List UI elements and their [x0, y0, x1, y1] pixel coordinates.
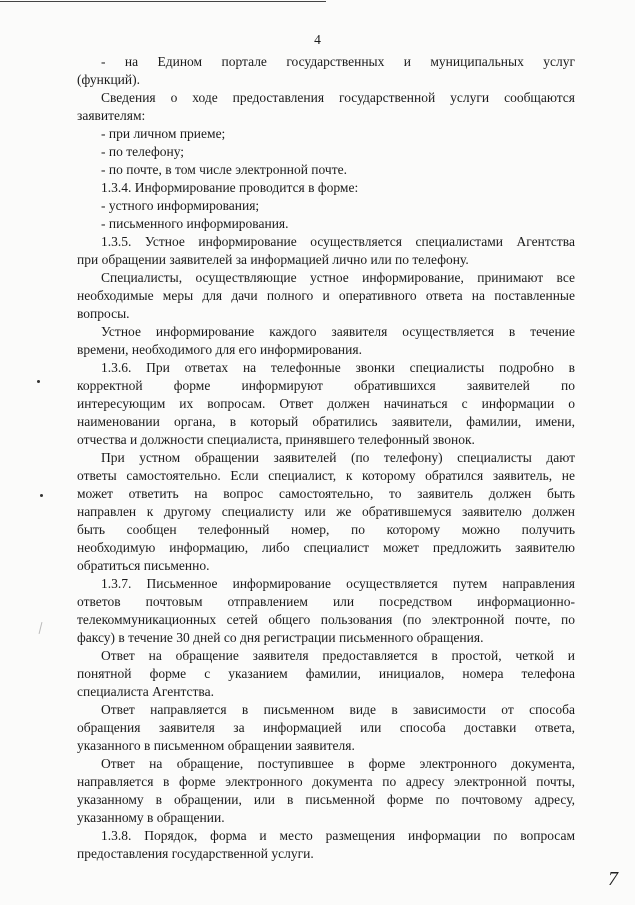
- top-rule: [0, 1, 326, 2]
- text-line: - устного информирования;: [101, 198, 260, 213]
- text-line: 1.3.4. Информирование проводится в форме:: [101, 180, 359, 195]
- text-line: 1.3.5. Устное информирование осуществляется специалистами Агентства: [101, 234, 575, 249]
- text-line: - по почте, в том числе электронной почте.: [101, 162, 347, 177]
- text-line: направляется в форме электронного документа по адресу электронной почты,: [77, 774, 575, 789]
- text-line: 1.3.6. При ответах на телефонные звонки специалисты подробно в: [101, 360, 575, 375]
- text-line: может ответить на вопрос самостоятельно, то заявитель должен быть: [77, 486, 575, 501]
- text-line: - по телефону;: [101, 144, 185, 159]
- text-line: наименовании органа, в который обратились заявители, фамилии, имени,: [77, 414, 575, 429]
- text-line: ответы самостоятельно. Если специалист, к которому обратился заявитель, не: [77, 468, 575, 483]
- text-line: Устное информирование каждого заявителя осуществляется в течение: [101, 324, 575, 339]
- text-line: Специалисты, осуществляющие устное информирование, принимают все: [101, 270, 575, 285]
- text-line: направлен к другому специалисту или же обратившемуся заявителю должен: [77, 504, 575, 519]
- text-line: 1.3.8. Порядок, форма и место размещения информации по вопросам: [101, 828, 575, 843]
- text-line: - письменного информирования.: [101, 216, 289, 231]
- text-line: Ответ на обращение, поступившее в форме электронного документа,: [101, 756, 575, 771]
- text-line: необходимую информацию, либо специалист может предложить заявителю: [77, 540, 575, 555]
- text-line: факсу) в течение 30 дней со дня регистрации письменного обращения.: [77, 630, 484, 645]
- text-line: заявителям:: [77, 108, 146, 123]
- text-line: времени, необходимого для его информирования.: [77, 342, 362, 357]
- page-number: 4: [314, 32, 321, 47]
- text-line: понятной форме с указанием фамилии, инициалов, номера телефона: [77, 666, 575, 681]
- text-line: интересующим их вопросам. Ответ должен начинаться с информации о: [77, 396, 575, 411]
- text-line: указанного в письменном обращении заявителя.: [77, 738, 355, 753]
- text-line: - на Едином портале государственных и муниципальных услуг: [101, 54, 575, 69]
- text-line: - при личном приеме;: [101, 126, 226, 141]
- text-line: ответов почтовым отправлением или посредством информационно-: [77, 594, 575, 609]
- text-line: телекоммуникационных сетей общего пользования (по электронной почте, по: [77, 612, 575, 627]
- text-line: Ответ направляется в письменном виде в зависимости от способа: [101, 702, 575, 717]
- scan-mark: [39, 622, 43, 634]
- text-line: предоставления государственной услуги.: [77, 846, 314, 861]
- scan-speck: [40, 494, 43, 497]
- text-line: Сведения о ходе предоставления государственной услуги сообщаются: [101, 90, 575, 105]
- text-line: (функций).: [77, 72, 140, 87]
- text-line: специалиста Агентства.: [77, 684, 214, 699]
- text-line: Ответ на обращение заявителя предоставляется в простой, четкой и: [101, 648, 575, 663]
- text-line: указанному в обращении, или в письменной форме по почтовому адресу,: [77, 792, 575, 807]
- text-line: обратиться письменно.: [77, 558, 210, 573]
- text-line: необходимые меры для дачи полного и оперативного ответа на поставленные: [77, 288, 575, 303]
- handwritten-page-mark: 7: [608, 868, 618, 890]
- text-line: при обращении заявителей за информацией лично или по телефону.: [77, 252, 469, 267]
- text-line: отчества и должности специалиста, принявшего телефонный звонок.: [77, 432, 475, 447]
- text-line: вопросы.: [77, 306, 130, 321]
- text-line: указанному в обращении.: [77, 810, 225, 825]
- scan-speck: [37, 380, 40, 383]
- text-line: 1.3.7. Письменное информирование осуществляется путем направления: [101, 576, 575, 591]
- text-line: обращения заявителя за информацией или способа доставки ответа,: [77, 720, 575, 735]
- text-line: корректной форме информируют обратившихся заявителей по: [77, 378, 575, 393]
- text-line: При устном обращении заявителей (по телефону) специалисты дают: [101, 450, 575, 465]
- text-line: быть сообщен телефонный номер, по которому можно получить: [77, 522, 575, 537]
